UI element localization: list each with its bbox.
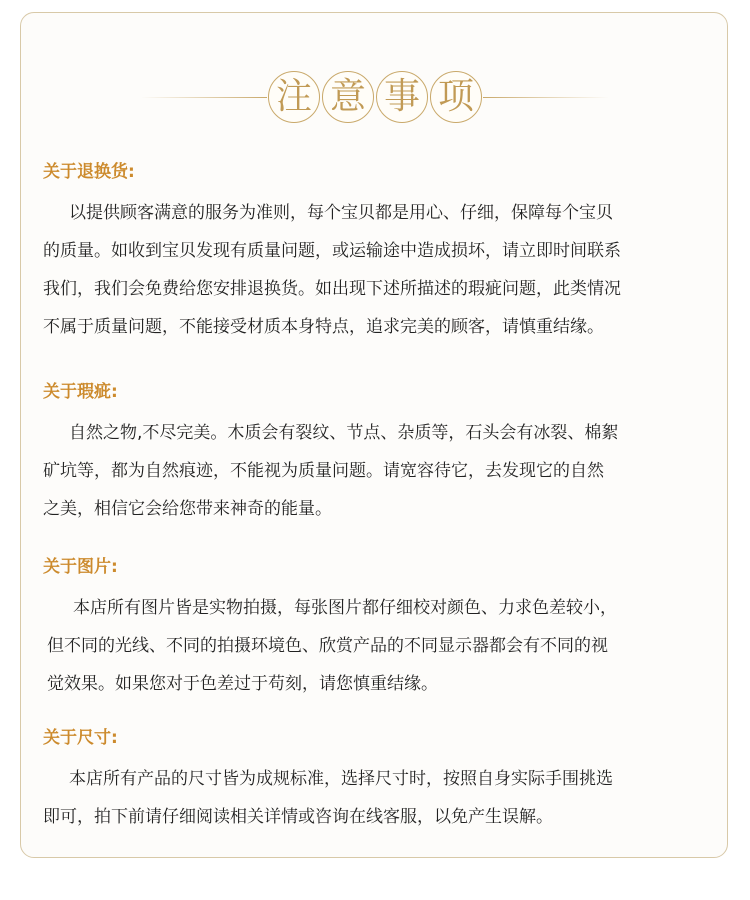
title-char: 意: [322, 71, 374, 123]
body-line: 但不同的光线、不同的拍摄环境色、欣赏产品的不同显示器都会有不同的视: [47, 636, 608, 656]
section-body: [43, 194, 707, 346]
body-line: 本店所有产品的尺寸皆为成规标准，选择尺寸时，按照自身实际手围挑选: [69, 769, 613, 789]
body-line: 即可，拍下前请仔细阅读相关详情或咨询在线客服，以免产生误解。: [43, 807, 553, 827]
body-line: 以提供顾客满意的服务为准则，每个宝贝都是用心、仔细，保障每个宝贝: [69, 203, 613, 223]
body-line: 的质量。如收到宝贝发现有质量问题，或运输途中造成损坏，请立即时间联系: [43, 241, 621, 261]
section-heading: 关于瑕疵:: [43, 382, 118, 402]
section-heading: 关于尺寸:: [43, 728, 118, 748]
notice-card: [20, 12, 728, 858]
body-line: 矿坑等，都为自然痕迹，不能视为质量问题。请宽容待它，去发现它的自然: [43, 461, 604, 481]
title-char: 项: [430, 71, 482, 123]
title-divider-right: [483, 97, 609, 98]
section-returns: [43, 159, 707, 346]
body-line: 我们，我们会免费给您安排退换货。如出现下述所描述的瑕疵问题，此类情况: [43, 279, 621, 299]
title-char-group: [268, 67, 482, 129]
title-divider-left: [141, 97, 267, 98]
page-title: [21, 67, 729, 129]
body-line: 本店所有图片皆是实物拍摄，每张图片都仔细校对颜色、力求色差较小，: [73, 598, 617, 618]
body-line: 不属于质量问题，不能接受材质本身特点，追求完美的顾客，请慎重结缘。: [43, 317, 604, 337]
section-flaws: [43, 379, 707, 528]
section-heading: 关于退换货:: [43, 162, 135, 182]
title-char: 注: [268, 71, 320, 123]
body-line: 觉效果。如果您对于色差过于苟刻，请您慎重结缘。: [47, 674, 438, 694]
section-body: [43, 414, 707, 528]
body-line: 之美，相信它会给您带来神奇的能量。: [43, 499, 332, 519]
section-body: [43, 760, 707, 836]
section-heading: 关于图片:: [43, 557, 118, 577]
section-size: [43, 725, 707, 836]
section-images: [43, 554, 707, 703]
title-char: 事: [376, 71, 428, 123]
body-line: 自然之物,不尽完美。木质会有裂纹、节点、杂质等，石头会有冰裂、棉絮: [69, 423, 619, 443]
section-body: [43, 589, 707, 703]
